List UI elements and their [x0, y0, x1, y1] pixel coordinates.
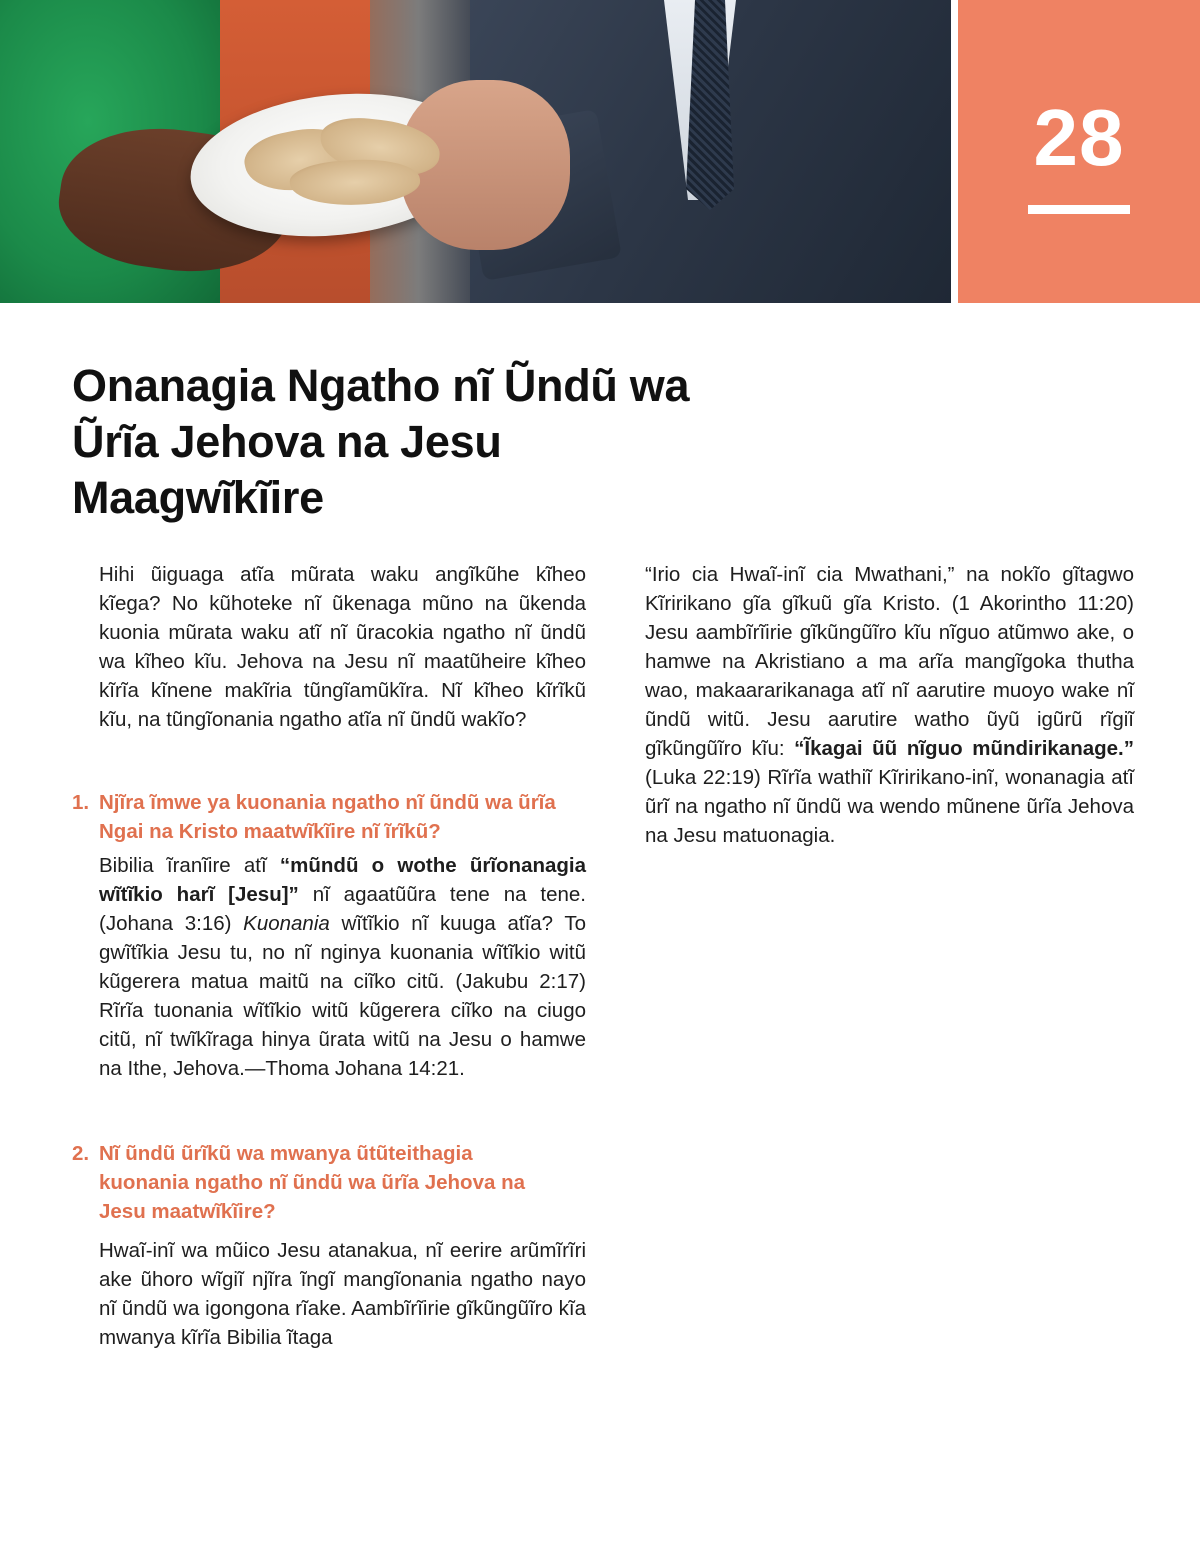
section-1-question-text: Njĩra ĩmwe ya kuonania ngatho nĩ ũndũ wa ũrĩa Ngai na Kristo maatwĩkĩire nĩ ĩrĩkũ?: [99, 791, 556, 843]
section-2-body-left: [99, 1236, 586, 1352]
chapter-underline: [1028, 205, 1130, 214]
section-1-question: [72, 788, 572, 846]
section-2-scripture-quote: “Ĩkagai ũũ nĩguo mũndirikanage.”: [794, 737, 1134, 760]
section-1-paragraph: [99, 851, 586, 1083]
left-column: [99, 560, 586, 734]
section-2-paragraph-continued: [645, 560, 1134, 850]
section-1-body: [99, 851, 586, 1083]
chapter-badge: [958, 0, 1200, 303]
section-2-paragraph-start: Hwaĩ-inĩ wa mũico Jesu atanakua, nĩ eerire arũmĩrĩri ake ũhoro wĩgiĩ njĩra ĩngĩ mangĩonania ngatho nayo nĩ ũndũ wa igongona rĩake. Aambĩrĩirie gĩkũngũĩro kĩa mwanya kĩrĩa Bibilia ĩtaga: [99, 1239, 586, 1349]
section-2-text-a: “Irio cia Hwaĩ-inĩ cia Mwathani,” na nokĩo gĩtagwo Kĩririkano gĩa gĩkuũ gĩa Kristo. (1 Akorintho 11:20) Jesu aambĩrĩirie gĩkũngũĩro kĩu nĩguo atũmwo ake, o hamwe na Akristiano a ma arĩa mangĩgoka thutha wao, makaararikanaga atĩ nĩ aarutire muoyo wake nĩ ũndũ witũ. Jesu aarutire watho ũyũ igũrũ rĩgiĩ gĩkũngũĩro kĩu:: [645, 563, 1134, 760]
section-1-text-b: nĩ agaatũũra tene na tene. (Johana 3:16): [99, 883, 586, 935]
intro-paragraph: Hihi ũiguaga atĩa mũrata waku angĩkũhe kĩheo kĩega? No kũhoteke nĩ ũkenaga mũno na ũkenda kuonia mũrata waku atĩ nĩ ũracokia ngatho nĩ ũndũ wa kĩheo kĩu. Jehova na Jesu nĩ maatũheire kĩheo kĩrĩa kĩnene makĩria tũngĩamũkĩra. Nĩ kĩheo kĩrĩkũ kĩu, na tũngĩonania ngatho atĩa nĩ ũndũ wakĩo?: [99, 563, 586, 731]
section-2-number: 2.: [72, 1142, 90, 1165]
section-2-question: [72, 1139, 572, 1226]
hero-photo: [0, 0, 951, 303]
page-title: Onanagia Ngatho nĩ Ũndũ wa Ũrĩa Jehova na Jesu Maagwĩkĩire: [72, 360, 690, 523]
section-2-text-b: (Luka 22:19) Rĩrĩa wathiĩ Kĩririkano-inĩ, wonanagia atĩ ũrĩ na ngatho nĩ ũndũ wa wendo mũnene ũrĩa Jehova na Jesu matuonagia.: [645, 766, 1134, 847]
section-2-question-text: Nĩ ũndũ ũrĩkũ wa mwanya ũtũteithagia kuonania ngatho nĩ ũndũ wa ũrĩa Jehova na Jesu maatwĩkĩire?: [99, 1142, 525, 1223]
section-1-scripture-quote: “mũndũ o wothe ũrĩonanagia wĩtĩkio harĩ [Jesu]”: [99, 854, 587, 906]
section-1-number: 1.: [72, 791, 90, 814]
section-1-emphasis: Kuonania: [243, 912, 330, 935]
chapter-number: 28: [1033, 93, 1125, 182]
section-1-text-c: wĩtĩkio nĩ kuuga atĩa? To gwĩtĩkia Jesu tu, no nĩ nginya kuonania wĩtĩkio witũ kũgerera matua maitũ na ciĩko citũ. (Jakubu 2:17) Rĩrĩa tuonania wĩtĩkio witũ kũgerera ciĩko na ciugo citũ, nĩ twĩkĩraga hinya ũrata witũ na Jesu o hamwe na Ithe, Jehova.—Thoma Johana 14:21.: [99, 912, 587, 1080]
right-column: [645, 560, 1134, 850]
section-1-text-a: Bibilia ĩranĩire atĩ: [99, 854, 280, 877]
